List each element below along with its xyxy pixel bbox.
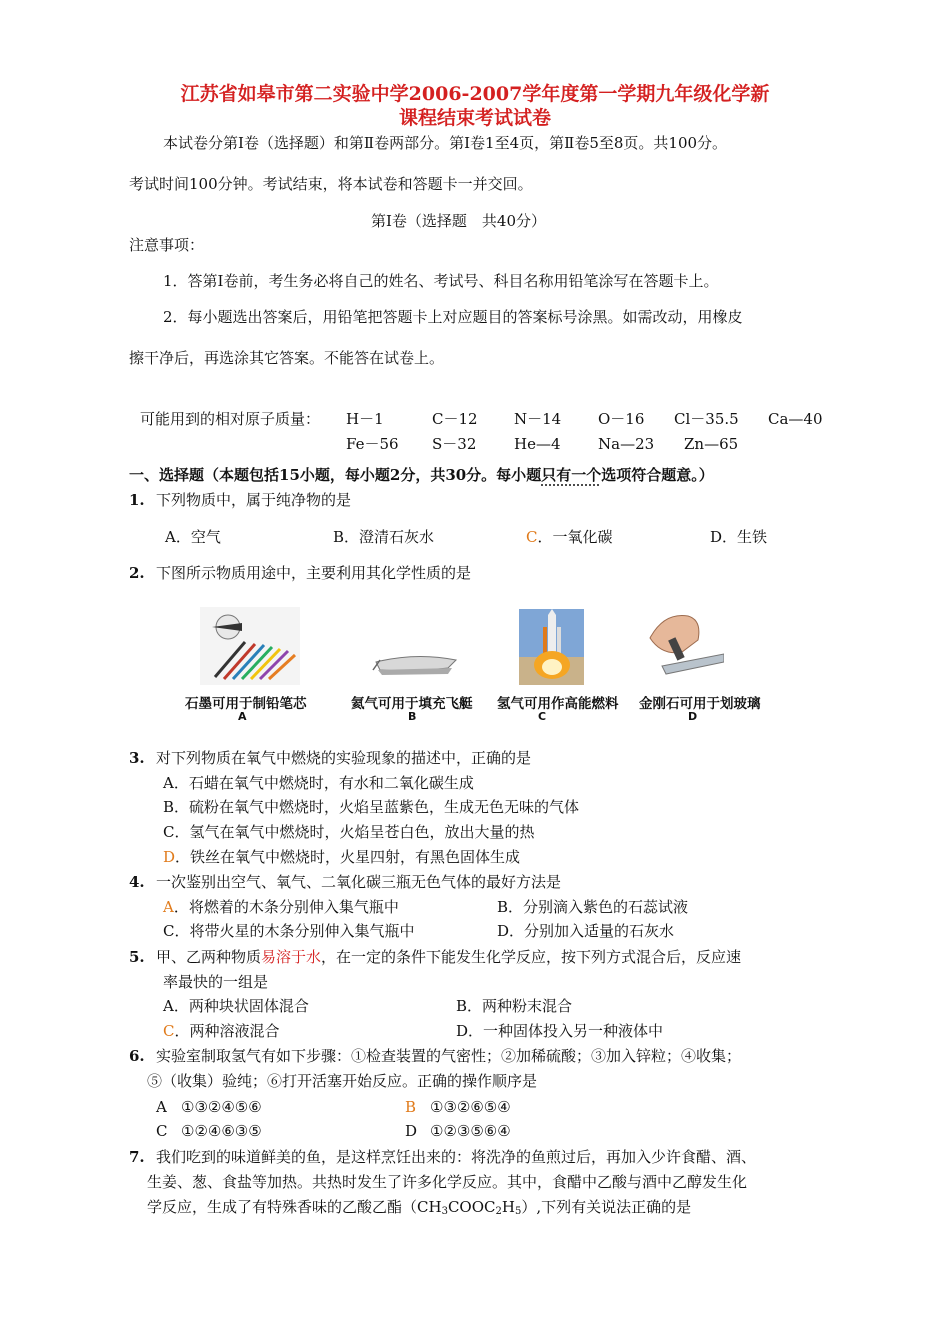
- q2-caption-a: 石墨可用于制铅笔芯: [185, 696, 307, 712]
- atomic-mass-he: He—4: [514, 435, 561, 453]
- q7-sub-5: 5: [514, 1206, 522, 1217]
- q6-option-c-letter: C: [156, 1122, 168, 1140]
- q3-option-c: C．氢气在氧气中燃烧时，火焰呈苍白色，放出大量的热: [163, 823, 535, 841]
- rocket-launch-image: [519, 609, 584, 685]
- section1-heading-emphasis: 只有一个: [541, 466, 602, 484]
- q2-number: 2.: [129, 564, 145, 582]
- q3-option-b: B．硫粉在氧气中燃烧时，火焰呈蓝紫色，生成无色无味的气体: [163, 798, 580, 816]
- q7-number: 7.: [129, 1148, 145, 1166]
- airship-image: [368, 650, 463, 680]
- q2-letter-c: C: [538, 710, 547, 723]
- q6-option-a-letter: A: [156, 1098, 167, 1116]
- q7-sub-3: 3: [441, 1206, 448, 1217]
- q1-number: 1.: [129, 491, 145, 509]
- notice-heading: 注意事项：: [129, 236, 205, 254]
- atomic-mass-o: O－16: [598, 410, 645, 428]
- q7-line1: 我们吃到的味道鲜美的鱼，是这样烹饪出来的：将洗净的鱼煎过后，再加入少许食醋、酒、: [156, 1148, 757, 1166]
- q5-number: 5.: [129, 948, 145, 966]
- atomic-mass-n: N－14: [514, 410, 562, 428]
- q5-stem-pre: 甲、乙两种物质: [156, 948, 262, 966]
- intro-line1: 本试卷分第Ⅰ卷（选择题）和第Ⅱ卷两部分。第Ⅰ卷1至4页，第Ⅱ卷5至8页。共100分。: [163, 134, 728, 152]
- section1-heading: [129, 465, 714, 485]
- exam-title-line1: 江苏省如皋市第二实验中学2006-2007学年度第一学期九年级化学新: [180, 83, 770, 105]
- atomic-mass-h: H－1: [346, 410, 384, 428]
- q2-stem: 下图所示物质用途中，主要利用其化学性质的是: [156, 564, 472, 582]
- q4-option-b: B．分别滴入紫色的石蕊试液: [497, 898, 689, 916]
- q3-stem: 对下列物质在氧气中燃烧的实验现象的描述中，正确的是: [156, 749, 532, 767]
- section1-heading-pre: 一、选择题（本题包括15小题，每小题2分，共30分。每小题: [129, 466, 542, 484]
- q5-option-a: A．两种块状固体混合: [163, 997, 309, 1015]
- atomic-mass-c: C－12: [432, 410, 478, 428]
- q1-option-c-text: ．一氧化碳: [537, 528, 613, 546]
- q3-option-d: [163, 847, 520, 867]
- notice-item2-line2: 擦干净后，再选涂其它答案。不能答在试卷上。: [129, 349, 445, 367]
- q4-option-c: C．将带火星的木条分别伸入集气瓶中: [163, 922, 415, 940]
- atomic-mass-zn: Zn—65: [684, 435, 739, 453]
- q3-answer-letter: D: [163, 848, 176, 866]
- notice-item2-line1: 2．每小题选出答案后，用铅笔把答题卡上对应题目的答案标号涂黑。如需改动，用橡皮: [163, 308, 743, 326]
- atomic-mass-s: S－32: [432, 435, 477, 453]
- q2-caption-d: 金刚石可用于划玻璃: [639, 696, 761, 712]
- q5-stem-line2: 率最快的一组是: [163, 973, 269, 991]
- q5-stem-highlight: 易溶于水: [261, 948, 322, 966]
- q1-answer-letter: C: [526, 528, 538, 546]
- q1-option-a: A．空气: [165, 528, 221, 546]
- q5-option-d: D．一种固体投入另一种液体中: [456, 1022, 664, 1040]
- q6-option-a: ①③②④⑤⑥: [181, 1098, 262, 1116]
- q6-stem-line1: 实验室制取氢气有如下步骤：①检查装置的气密性；②加稀硫酸；③加入锌粒；④收集；: [156, 1047, 742, 1065]
- q7-line3-pre: 学反应，生成了有特殊香味的乙酸乙酯（CH: [147, 1198, 442, 1216]
- q3-option-a: A．石蜡在氧气中燃烧时，有水和二氧化碳生成: [163, 774, 474, 792]
- atomic-mass-fe: Fe－56: [346, 435, 399, 453]
- section1-heading-post: 选项符合题意。）: [601, 466, 714, 484]
- q7-sub-2: 2: [495, 1206, 502, 1217]
- intro-line2: 考试时间100分钟。考试结束，将本试卷和答题卡一并交回。: [129, 175, 533, 193]
- q4-option-a-text: ．将燃着的木条分别伸入集气瓶中: [173, 898, 399, 916]
- q2-caption-b: 氦气可用于填充飞艇: [351, 696, 473, 712]
- notice-item1: 1．答第Ⅰ卷前，考生务必将自己的姓名、考试号、科目名称用铅笔涂写在答题卡上。: [163, 272, 719, 290]
- q3-number: 3.: [129, 749, 145, 767]
- q7-formula-h: H: [501, 1198, 515, 1216]
- q2-letter-b: B: [408, 710, 417, 723]
- q1-option-b: B．澄清石灰水: [333, 528, 435, 546]
- atomic-mass-cl: Cl－35.5: [674, 410, 739, 428]
- q5-option-b: B．两种粉末混合: [456, 997, 573, 1015]
- q2-caption-c: 氢气可用作高能燃料: [497, 696, 619, 712]
- q5-stem: [156, 947, 741, 967]
- q7-line2: 生姜、葱、食盐等加热。共热时发生了许多化学反应。其中，食醋中乙酸与酒中乙醇发生化: [147, 1173, 748, 1191]
- q4-stem: 一次鉴别出空气、氧气、二氧化碳三瓶无色气体的最好方法是: [156, 873, 562, 891]
- q5-stem-post: ，在一定的条件下能发生化学反应，按下列方式混合后，反应速: [321, 948, 742, 966]
- q7-line3-post: ）,下列有关说法正确的是: [521, 1198, 692, 1216]
- q2-letter-a: A: [238, 710, 247, 723]
- q4-answer-letter: A: [163, 898, 174, 916]
- q5-answer-letter: C: [163, 1022, 175, 1040]
- q1-option-c: [526, 527, 613, 547]
- q7-formula-mid: COOC: [447, 1198, 496, 1216]
- q5-option-c-text: ．两种溶液混合: [174, 1022, 280, 1040]
- q3-option-d-text: ．铁丝在氧气中燃烧时，火星四射，有黑色固体生成: [175, 848, 521, 866]
- q6-answer-letter: B: [405, 1098, 417, 1116]
- q6-option-d: ①②③⑤⑥④: [430, 1122, 511, 1140]
- q6-stem-line2: ⑤（收集）验纯；⑥打开活塞开始反应。正确的操作顺序是: [147, 1072, 538, 1090]
- q6-option-b: ①③②⑥⑤④: [430, 1098, 511, 1116]
- q6-option-c: ①②④⑥③⑤: [181, 1122, 262, 1140]
- q4-number: 4.: [129, 873, 145, 891]
- q4-option-a: [163, 897, 399, 917]
- q7-line3: [147, 1197, 691, 1222]
- atomic-mass-label: 可能用到的相对原子质量：: [140, 410, 321, 428]
- q4-option-d: D．分别加入适量的石灰水: [497, 922, 675, 940]
- q1-stem: 下列物质中，属于纯净物的是: [156, 491, 352, 509]
- q5-option-c: [163, 1021, 280, 1041]
- q6-number: 6.: [129, 1047, 145, 1065]
- q2-letter-d: D: [688, 710, 698, 723]
- diamond-cutting-glass-image: [642, 608, 724, 684]
- q6-option-d-letter: D: [405, 1122, 418, 1140]
- q1-option-d: D．生铁: [710, 528, 768, 546]
- graphite-pencil-image: [200, 607, 300, 685]
- part1-heading: 第Ⅰ卷（选择题 共40分）: [371, 212, 547, 230]
- atomic-mass-na: Na—23: [598, 435, 655, 453]
- atomic-mass-ca: Ca—40: [768, 410, 823, 428]
- exam-title-line2: 课程结束考试试卷: [398, 107, 551, 129]
